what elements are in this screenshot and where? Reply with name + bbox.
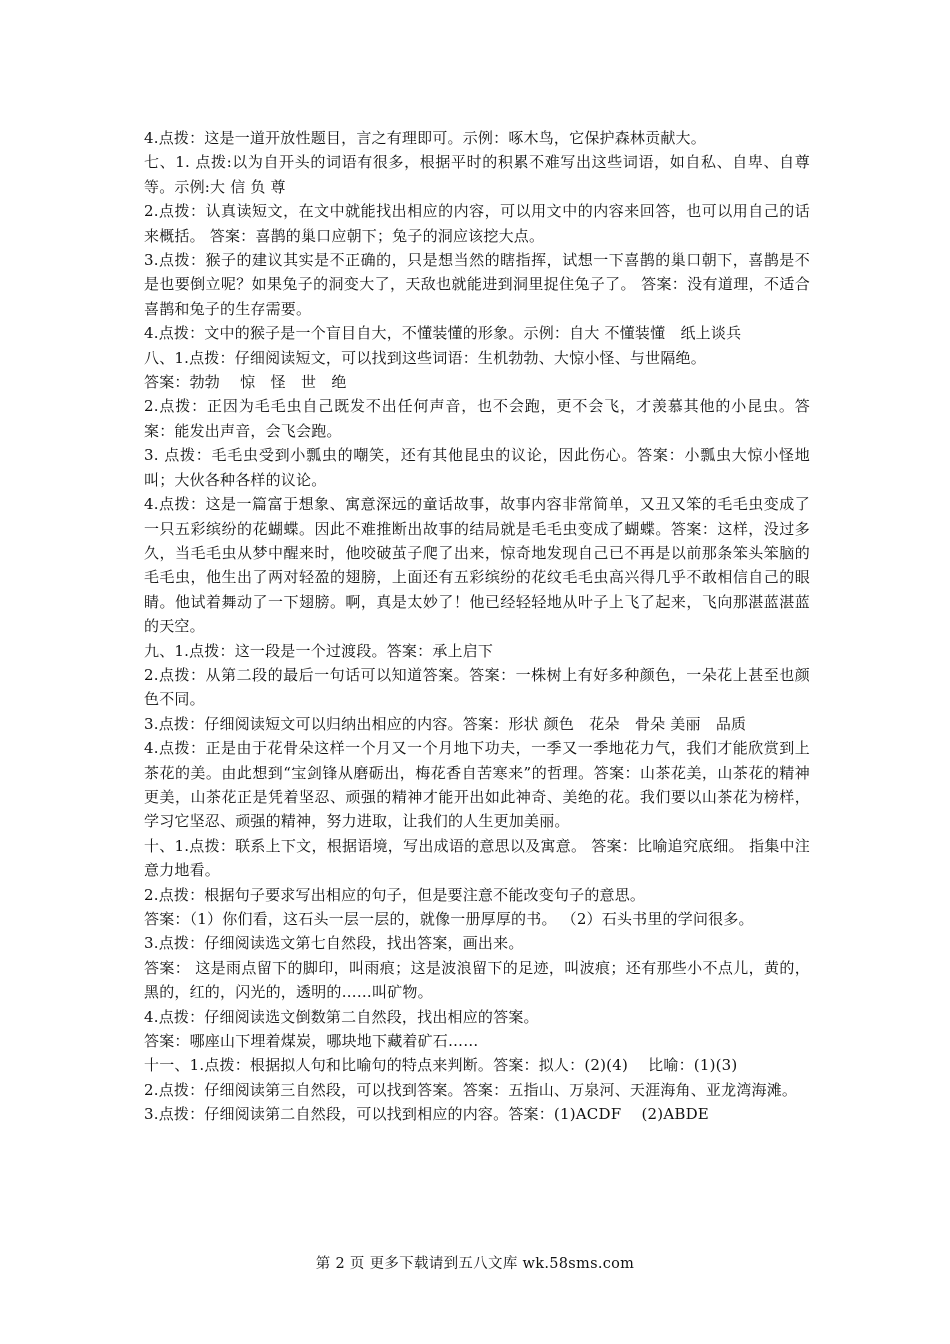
paragraph: 4.点拨：仔细阅读选文倒数第二自然段，找出相应的答案。 bbox=[144, 1007, 539, 1026]
paragraph: 3. 点拨：毛毛虫受到小瓢虫的嘲笑，还有其他昆虫的议论，因此伤心。答案：小瓢虫大惊小怪地叫；大伙各种各样的议论。 bbox=[144, 446, 810, 489]
paragraph: 4.点拨：正是由于花骨朵这样一个月又一个月地下功夫，一季又一季地花力气，我们才能欣赏到上茶花的美。由此想到“宝剑锋从磨砺出，梅花香自苦寒来”的哲理。答案：山茶花美，山茶花的精神更美，山茶花正是凭着坚忍、顽强的精神才能开出如此神奇、美绝的花。我们要以山茶花为榜样，学习它坚忍、顽强的精神，努力进取，让我们的人生更加美丽。 bbox=[144, 739, 810, 831]
paragraph: 2.点拨：仔细阅读第三自然段，可以找到答案。答案：五指山、万泉河、天涯海角、亚龙湾海滩。 bbox=[144, 1080, 798, 1099]
paragraph: 2.点拨：从第二段的最后一句话可以知道答案。答案：一株树上有好多种颜色，一朵花上甚至也颜色不同。 bbox=[144, 665, 810, 709]
paragraph: 2.点拨：认真读短文，在文中就能找出相应的内容，可以用文中的内容来回答，也可以用自己的话来概括。 答案：喜鹊的巢口应朝下；兔子的洞应该挖大点。 bbox=[144, 202, 810, 245]
paragraph: 八、1.点拨：仔细阅读短文，可以找到这些词语：生机勃勃、大惊小怪、与世隔绝。 bbox=[144, 348, 706, 367]
paragraph: 十一、1.点拨：根据拟人句和比喻句的特点来判断。答案：拟人：(2)(4) 比喻：(1)(3) bbox=[144, 1056, 738, 1075]
paragraph: 2.点拨：根据句子要求写出相应的句子，但是要注意不能改变句子的意思。 bbox=[144, 885, 646, 904]
paragraph: 4.点拨：这是一篇富于想象、寓意深远的童话故事，故事内容非常简单，又丑又笨的毛毛虫变成了一只五彩缤纷的花蝴蝶。因此不难推断出故事的结局就是毛毛虫变成了蝴蝶。答案：这样，没过多久，当毛毛虫从梦中醒来时，他咬破茧子爬了出来，惊奇地发现自己已不再是以前那条笨头笨脑的毛毛虫，他生出了两对轻盈的翅膀，上面还有五彩缤纷的花纹毛毛虫高兴得几乎不敢相信自己的眼睛。他试着舞动了一下翅膀。啊，真是太妙了！他已经轻轻地从叶子上飞了起来，飞向那湛蓝湛蓝的天空。 bbox=[144, 495, 810, 636]
paragraph: 答案：哪座山下埋着煤炭，哪块地下藏着矿石…… bbox=[144, 1032, 479, 1051]
paragraph: 答案：（1）你们看，这石头一层一层的，就像一册厚厚的书。 （2）石头书里的学问很多。 bbox=[144, 910, 754, 928]
document-body bbox=[144, 126, 810, 1127]
paragraph: 3.点拨：仔细阅读选文第七自然段，找出答案，画出来。 bbox=[144, 934, 524, 953]
paragraph: 4.点拨：文中的猴子是一个盲目自大，不懂装懂的形象。示例：自大 不懂装懂 纸上谈兵 bbox=[144, 324, 742, 343]
paragraph: 答案： 这是雨点留下的脚印，叫雨痕；这是波浪留下的足迹，叫波痕；还有那些小不点儿，黄的，黑的，红的，闪光的，透明的……叫矿物。 bbox=[144, 958, 810, 1002]
paragraph: 3.点拨：仔细阅读短文可以归纳出相应的内容。答案：形状 颜色 花朵 骨朵 美丽 品质 bbox=[144, 714, 747, 733]
paragraph: 2.点拨：正因为毛毛虫自己既发不出任何声音，也不会跑，更不会飞，才羡慕其他的小昆虫。答案：能发出声音，会飞会跑。 bbox=[144, 397, 810, 440]
paragraph: 九、1.点拨：这一段是一个过渡段。答案：承上启下 bbox=[144, 641, 494, 660]
paragraph: 4.点拨：这是一道开放性题目，言之有理即可。示例：啄木鸟，它保护森林贡献大。 bbox=[144, 129, 706, 147]
paragraph: 答案：勃勃 惊 怪 世 绝 bbox=[144, 373, 347, 392]
paragraph: 3.点拨：猴子的建议其实是不正确的，只是想当然的瞎指挥，试想一下喜鹊的巢口朝下，喜鹊是不是也要倒立呢？如果兔子的洞变大了，天敌也就能进到洞里捉住兔子了。 答案：没有道理，不适合喜鹊和兔子的生存需要。 bbox=[144, 251, 810, 318]
paragraph: 3.点拨：仔细阅读第二自然段，可以找到相应的内容。答案：(1)ACDF (2)ABDE bbox=[144, 1105, 709, 1124]
paragraph: 十、1.点拨：联系上下文，根据语境，写出成语的意思以及寓意。 答案：比喻追究底细。 指集中注意力地看。 bbox=[144, 836, 810, 880]
paragraph: 七、1. 点拨:以为自开头的词语有很多，根据平时的积累不难写出这些词语，如自私、自卑、自尊等。示例:大 信 负 尊 bbox=[144, 153, 810, 196]
page-footer: 第 2 页 更多下载请到五八文库 wk.58sms.com bbox=[315, 1256, 635, 1272]
